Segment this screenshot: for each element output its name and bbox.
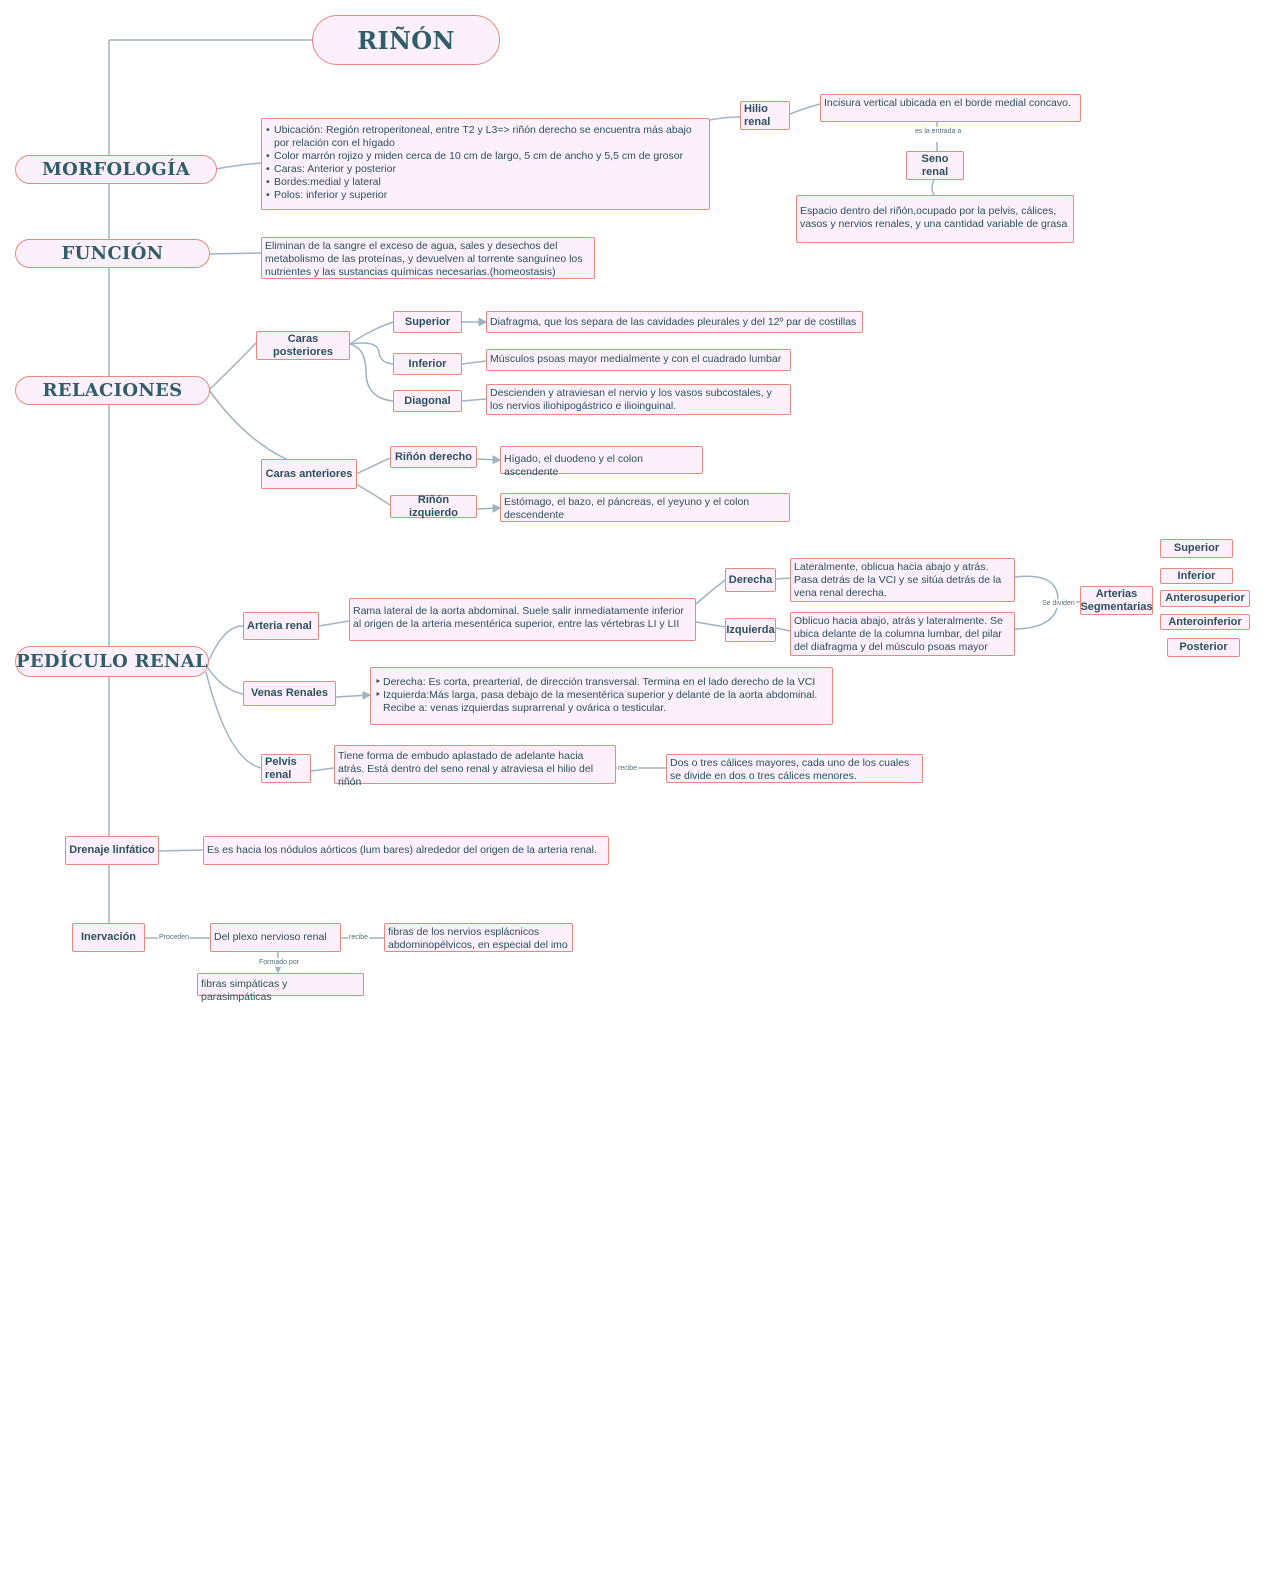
morfologia-bullet: • Ubicación: Región retroperitoneal, entre T2 y L3=> riñón derecho se encuentra más abajo por relación con el hígado (274, 124, 706, 150)
morfologia-description (261, 118, 710, 210)
seno-renal-node: Seno renal (906, 151, 964, 180)
venas-bullet-derecha: ‣ Derecha: Es corta, prearterial, de dirección transversal. Termina en el lado derecho de la VCI (383, 676, 829, 689)
hilio-description: Incisura vertical ubicada en el borde medial concavo. (820, 94, 1081, 122)
label-se-dividen: Se dividen (1042, 600, 1075, 607)
section-relaciones: RELACIONES (15, 376, 210, 405)
superior-description: Diafragma, que los separa de las cavidades pleurales y del 12º par de costillas (486, 311, 863, 333)
section-morfologia: MORFOLOGÍA (15, 155, 217, 184)
segmentaria-anterosuperior: Anterosuperior (1160, 590, 1250, 607)
segmentaria-superior: Superior (1160, 539, 1233, 558)
fibras-esplacnicos-node: fibras de los nervios esplácnicos abdominopélvicos, en especial del imo (384, 923, 573, 952)
derecha-description: Lateralmente, oblicua hacia abajo y atrás. Pasa detrás de la VCI y se sitúa detrás de la vena renal derecha. (790, 558, 1015, 602)
morfologia-bullet: • Caras: Anterior y posterior (274, 163, 706, 176)
section-funcion: FUNCIÓN (15, 239, 210, 268)
label-proceden: Proceden (159, 934, 189, 941)
label-formado-por: Formado por (259, 959, 300, 966)
calices-description: Dos o tres cálices mayores, cada uno de los cuales se divide en dos o tres cálices menores. (666, 754, 923, 783)
inferior-node: Inferior (393, 353, 462, 375)
section-pediculo-renal: PEDÍCULO RENAL (15, 646, 209, 677)
drenaje-description: Es es hacia los nódulos aórticos (lum bares) alrededor del origen de la arteria renal. (203, 836, 609, 865)
caras-anteriores-node: Caras anteriores (261, 459, 357, 489)
izquierda-description: Oblicuo hacia abajo, atrás y lateralmente. Se ubica delante de la columna lumbar, del pilar del diafragma y del músculo psoas mayor (790, 612, 1015, 656)
venas-renales-node: Venas Renales (243, 681, 336, 706)
morfologia-bullet: • Color marrón rojizo y miden cerca de 10 cm de largo, 5 cm de ancho y 5,5 cm de grosor (274, 150, 706, 163)
inervacion-node: Inervación (72, 923, 145, 952)
plexo-renal-node: Del plexo nervioso renal (210, 923, 341, 952)
pelvis-renal-node: Pelvis renal (261, 754, 311, 783)
label-es-la-entrada-a: es la entrada a (915, 128, 962, 135)
derecha-node: Derecha (725, 568, 776, 592)
diagonal-node: Diagonal (393, 390, 462, 412)
rinon-izquierdo-node: Riñón izquierdo (390, 495, 477, 518)
rinon-derecho-description: Hígado, el duodeno y el colon ascendente (500, 446, 703, 474)
arterias-segmentarias-node: Arterias Segmentarias (1080, 586, 1153, 615)
segmentaria-posterior: Posterior (1167, 638, 1240, 657)
diagonal-description: Descienden y atraviesan el nervio y los vasos subcostales, y los nervios iliohipogástrico e ilioinguinal. (486, 384, 791, 415)
pelvis-renal-description: Tiene forma de embudo aplastado de adelante hacia atrás. Está dentro del seno renal y atraviesa el hilio del riñón (334, 745, 616, 784)
arteria-renal-node: Arteria renal (243, 612, 319, 640)
rinon-izquierdo-description: Estómago, el bazo, el páncreas, el yeyuno y el colon descendente (500, 493, 790, 522)
rinon-derecho-node: Riñón derecho (390, 446, 477, 468)
hilio-renal-node: Hilio renal (740, 101, 790, 130)
drenaje-linfatico-node: Drenaje linfático (65, 836, 159, 865)
seno-description: Espacio dentro del riñón,ocupado por la pelvis, cálices, vasos y nervios renales, y una cantidad variable de grasa (796, 195, 1074, 243)
superior-node: Superior (393, 311, 462, 333)
venas-renales-description (370, 667, 833, 725)
funcion-description: Eliminan de la sangre el exceso de agua, sales y desechos del metabolismo de las proteínas, y devuelven al torrente sanguíneo los nutrientes y las sustancias químicas necesarias.(homeostasis) (261, 237, 595, 279)
fibras-simpaticas-node: fibras simpáticas y parasimpáticas (197, 973, 364, 996)
arteria-renal-description: Rama lateral de la aorta abdominal. Suele salir inmediatamente inferior al origen de la arteria mesentérica superior, entre las vértebras LI y LII (349, 598, 696, 641)
caras-posteriores-node: Caras posteriores (256, 331, 350, 360)
inferior-description: Músculos psoas mayor medialmente y con el cuadrado lumbar (486, 349, 791, 371)
morfologia-bullet: • Bordes:medial y lateral (274, 176, 706, 189)
segmentaria-anteroinferior: Anteroinferior (1160, 614, 1250, 630)
izquierda-node: Izquierda (725, 618, 776, 642)
label-recibe-plexo: recibe (349, 934, 369, 941)
venas-bullet-izquierda: ‣ Izquierda:Más larga, pasa debajo de la mesentérica superior y delante de la aorta abdominal. Recibe a: venas izquierdas suprarrenal y ovárica o testicular. (383, 689, 829, 715)
label-recibe-pelvis: recibe (618, 765, 638, 772)
title-node: RIÑÓN (312, 15, 500, 65)
morfologia-bullet: • Polos: inferior y superior (274, 189, 706, 202)
segmentaria-inferior: Inferior (1160, 568, 1233, 584)
